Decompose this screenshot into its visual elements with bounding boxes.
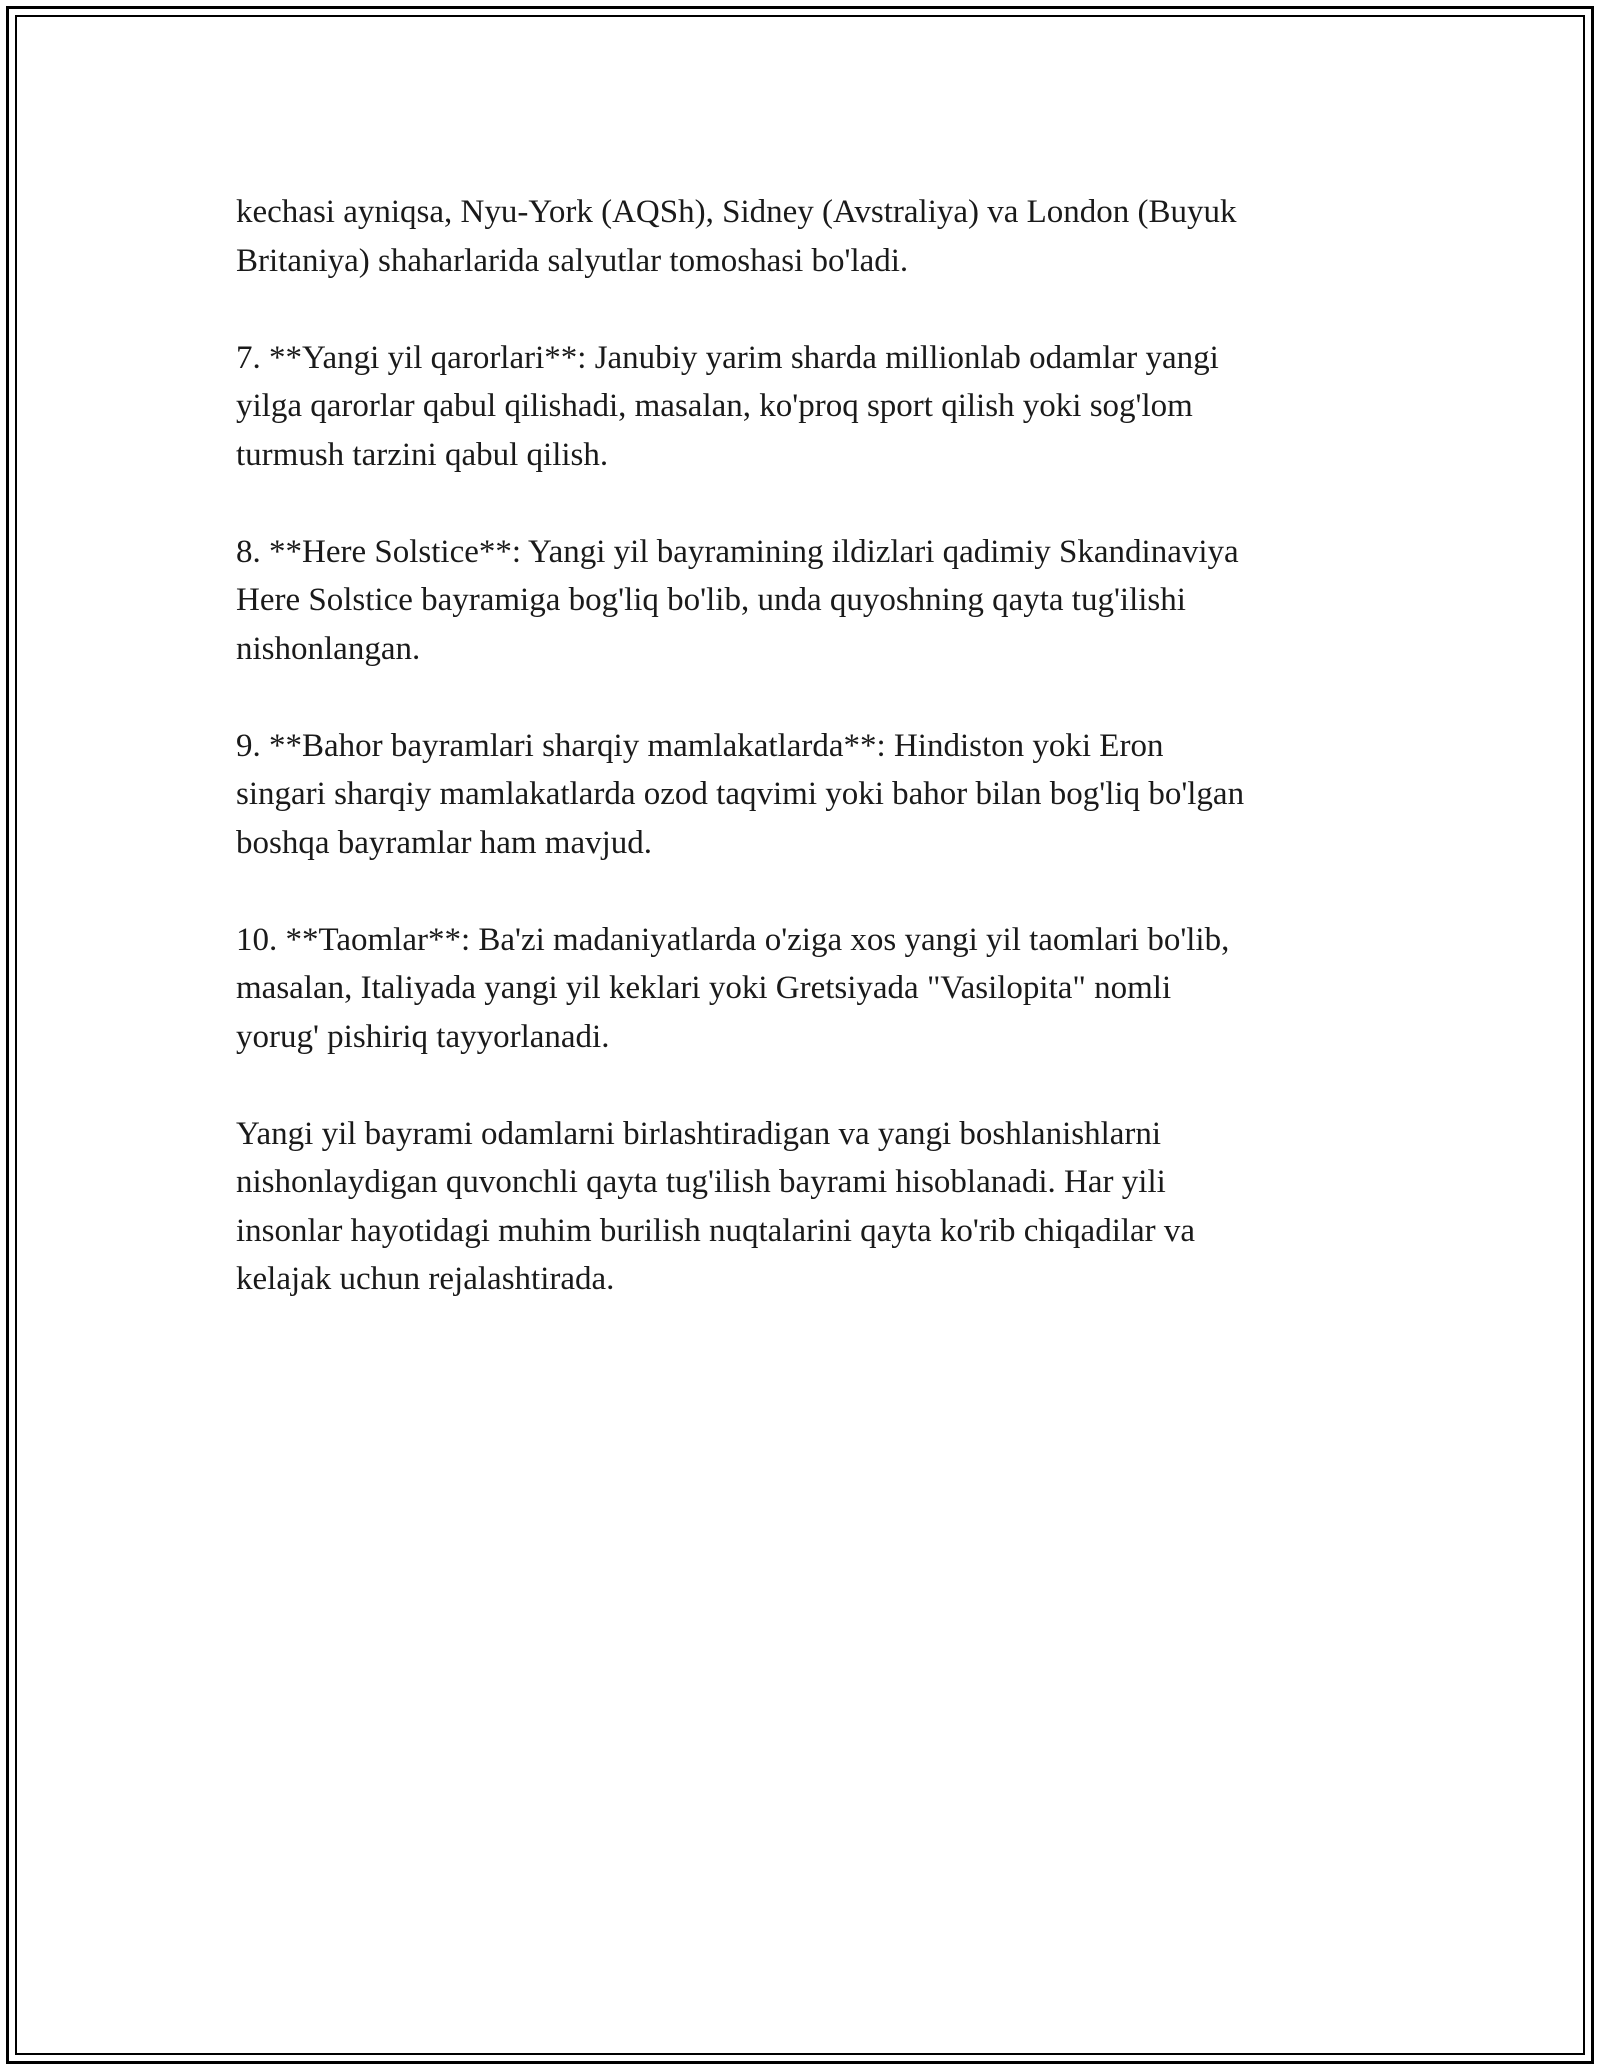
text-line: Yangi yil bayrami odamlarni birlashtiradigan va yangi boshlanishlarni [236, 1115, 1162, 1152]
paragraph-item-8 [236, 528, 1376, 674]
text-line: kelajak uchun rejalashtirada. [236, 1261, 615, 1297]
text-line: 7. **Yangi yil qarorlari**: Janubiy yarim sharda millionlab odamlar yangi [236, 339, 1219, 376]
paragraph-item-9 [236, 722, 1376, 868]
text-line: yorug' pishiriq tayyorlanadi. [236, 1018, 610, 1055]
paragraph-fireworks [236, 188, 1376, 285]
text-line: masalan, Italiyada yangi yil keklari yoki Gretsiyada "Vasilopita" nomli [236, 970, 1172, 1006]
text-line: kechasi ayniqsa, Nyu-York (AQSh), Sidney (Avstraliya) va London (Buyuk [236, 194, 1237, 230]
text-line: yilga qarorlar qabul qilishadi, masalan, ko'proq sport qilish yoki sog'lom [236, 388, 1193, 424]
text-line: insonlar hayotidagi muhim burilish nuqtalarini qayta ko'rib chiqadilar va [236, 1212, 1196, 1249]
text-line: nishonlaydigan quvonchli qayta tug'ilish bayrami hisoblanadi. Har yili [236, 1164, 1166, 1200]
text-line: 8. **Here Solstice**: Yangi yil bayramining ildizlari qadimiy Skandinaviya [236, 533, 1239, 570]
text-line: turmush tarzini qabul qilish. [236, 436, 609, 473]
text-line: 10. **Taomlar**: Ba'zi madaniyatlarda o'ziga xos yangi yil taomlari bo'lib, [236, 921, 1230, 958]
text-line: Here Solstice bayramiga bog'liq bo'lib, unda quyoshning qayta tug'ilishi [236, 582, 1186, 618]
paragraph-conclusion [236, 1110, 1376, 1304]
text-line: boshqa bayramlar ham mavjud. [236, 824, 653, 861]
text-line: 9. **Bahor bayramlari sharqiy mamlakatlarda**: Hindiston yoki Eron [236, 727, 1164, 764]
paragraph-item-7 [236, 334, 1376, 480]
paragraph-item-10 [236, 916, 1376, 1062]
text-line: nishonlangan. [236, 630, 421, 667]
text-line: Britaniya) shaharlarida salyutlar tomoshasi bo'ladi. [236, 242, 909, 279]
text-line: singari sharqiy mamlakatlarda ozod taqvimi yoki bahor bilan bog'liq bo'lgan [236, 776, 1245, 812]
document-body [236, 188, 1376, 1352]
